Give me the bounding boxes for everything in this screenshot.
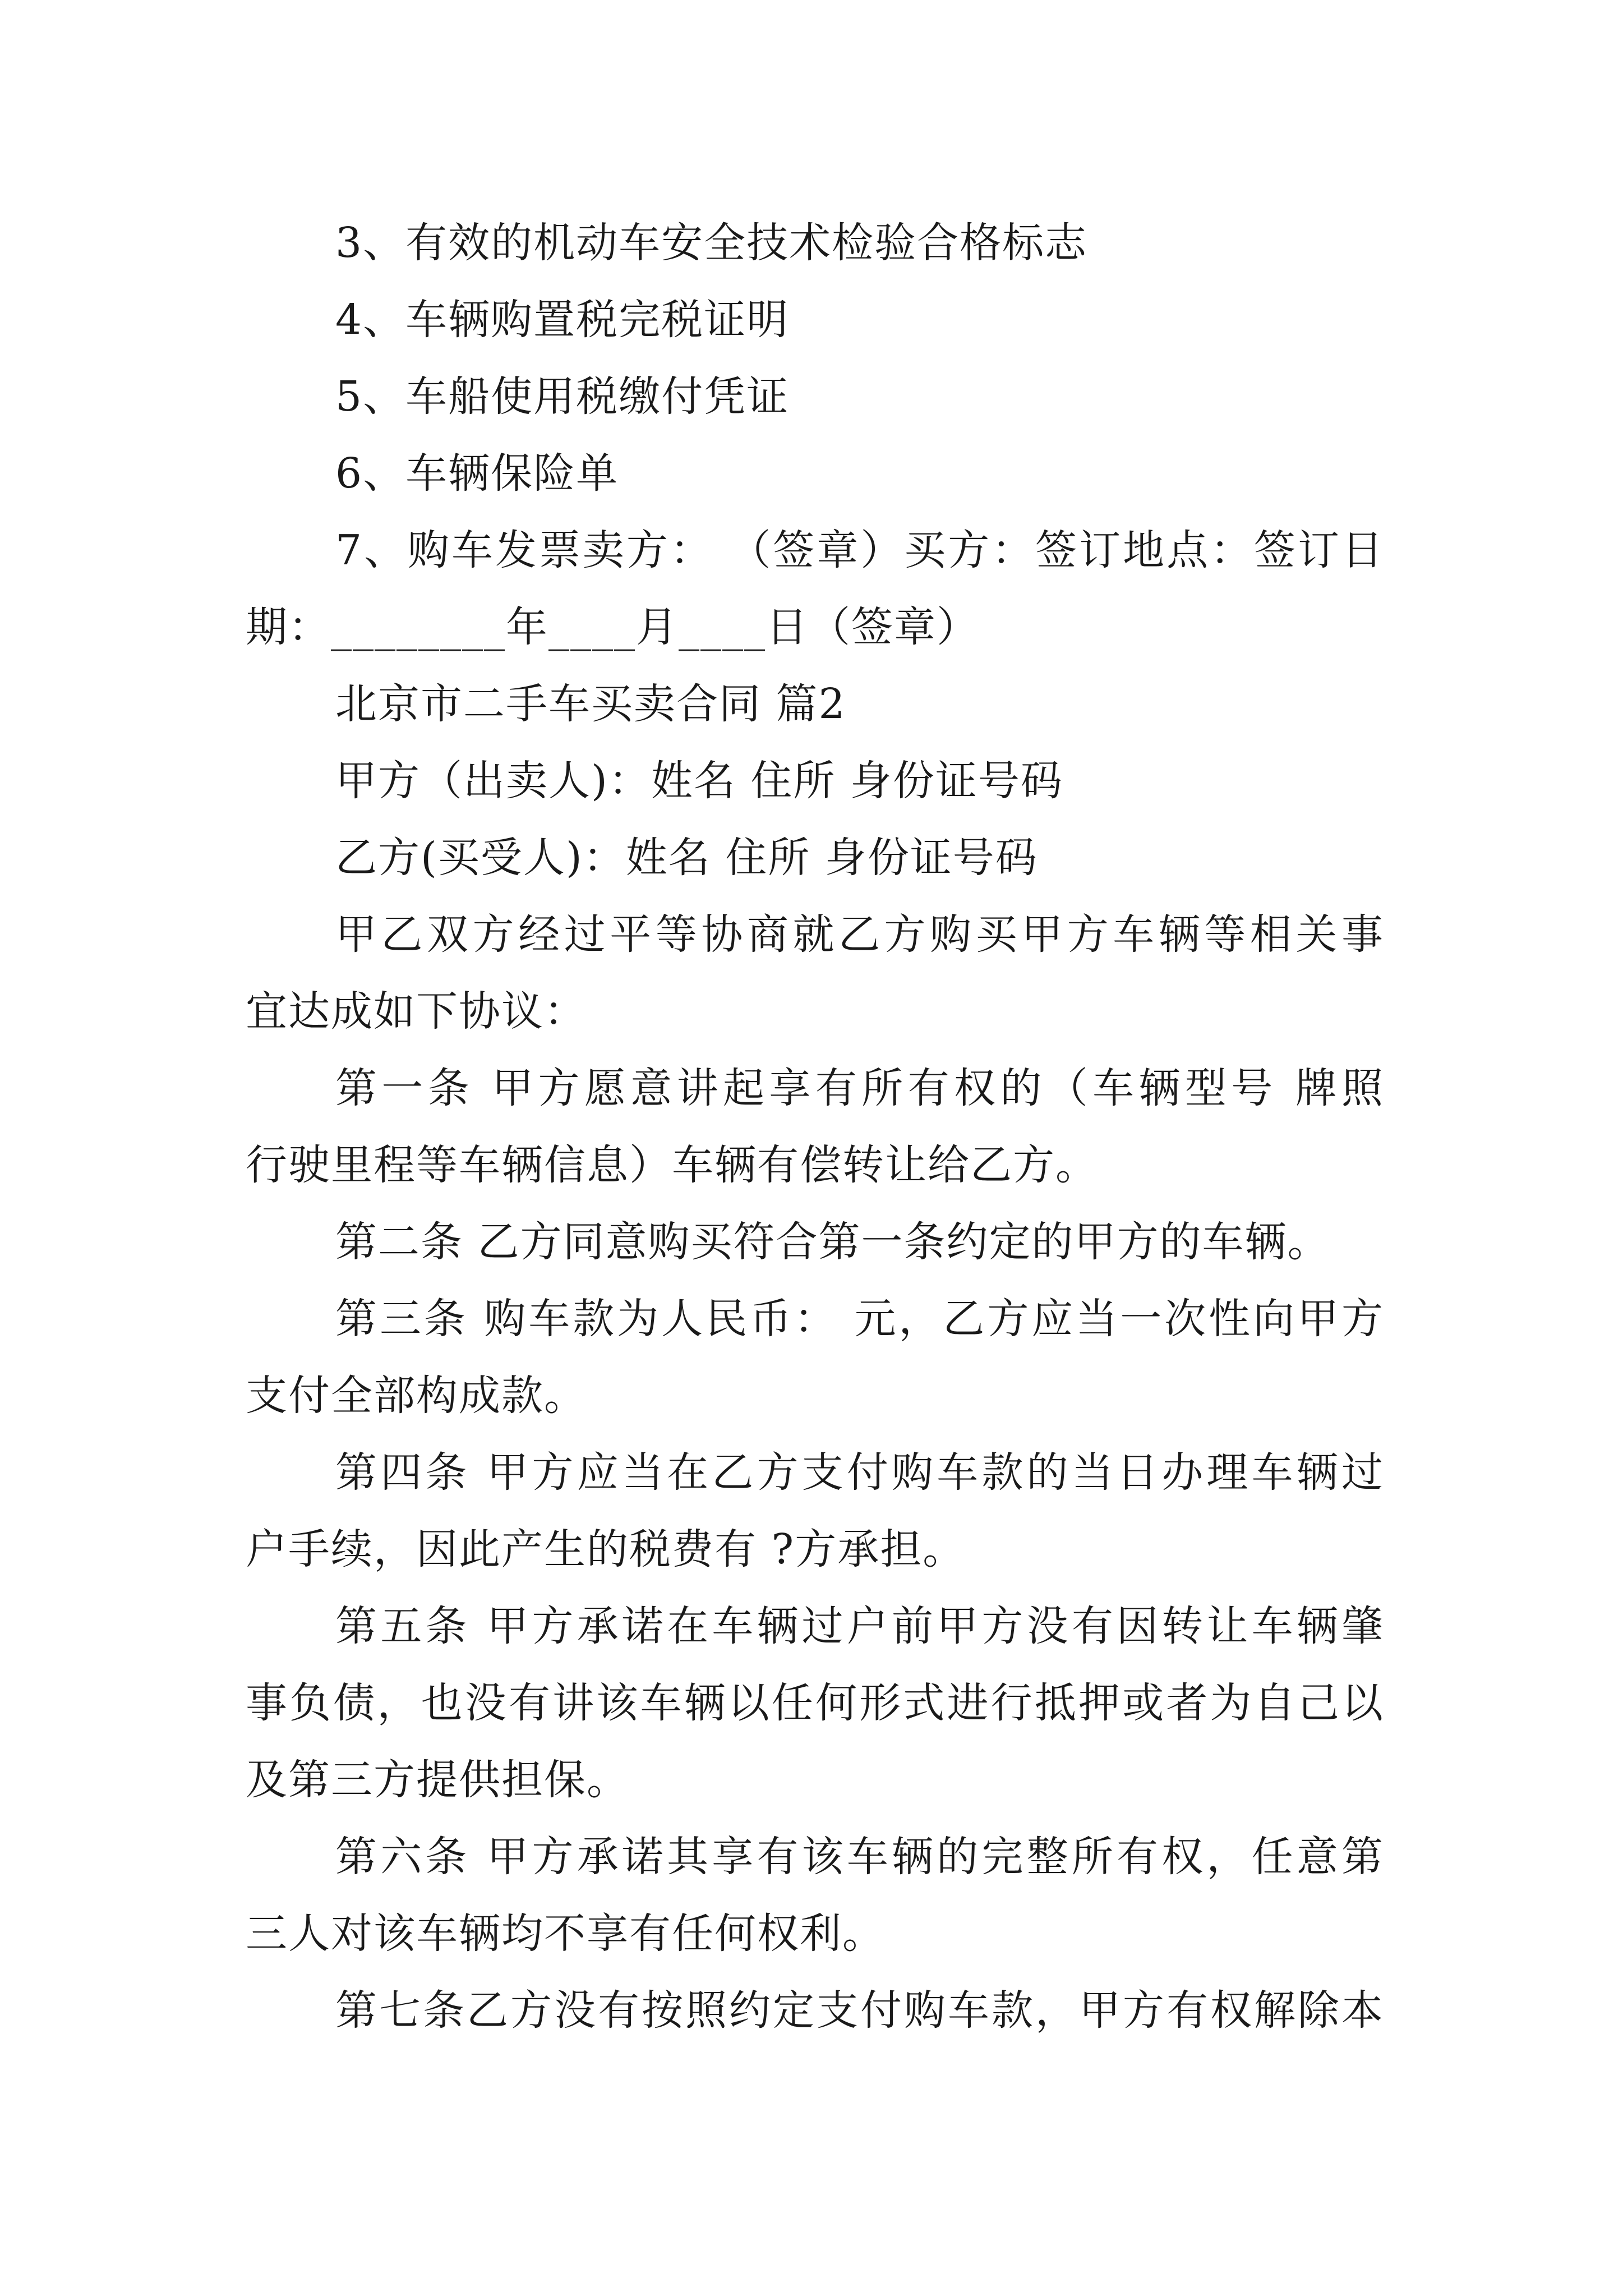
article-4-line-2: 户手续，因此产生的税费有 ?方承担。	[246, 1525, 966, 1573]
section-title: 北京市二手车买卖合同 篇2	[335, 680, 846, 728]
article-4-line-1: 第四条 甲方应当在乙方支付购车款的当日办理车辆过	[335, 1448, 1384, 1497]
article-5-line-2: 事负债，也没有讲该车辆以任何形式进行抵押或者为自己以	[246, 1679, 1384, 1727]
preamble-line-1: 甲乙双方经过平等协商就乙方购买甲方车辆等相关事	[335, 910, 1384, 959]
article-6-line-2: 三人对该车辆均不享有任何权利。	[246, 1910, 885, 1958]
article-7-line-1: 第七条乙方没有按照约定支付购车款，甲方有权解除本	[335, 1986, 1384, 2035]
list-item-7: 7、购车发票卖方： （签章）买方：签订地点：签订日	[335, 526, 1384, 574]
article-1-line-1: 第一条 甲方愿意讲起享有所有权的（车辆型号 牌照	[335, 1064, 1384, 1112]
party-a-line: 甲方（出卖人)：姓名 住所 身份证号码	[335, 757, 1063, 805]
article-3-line-2: 支付全部构成款。	[246, 1372, 587, 1420]
article-1-line-2: 行驶里程等车辆信息）车辆有偿转让给乙方。	[246, 1141, 1098, 1189]
party-b-line: 乙方(买受人)：姓名 住所 身份证号码	[335, 834, 1038, 882]
list-item-3: 3、有效的机动车安全技术检验合格标志	[335, 219, 1088, 267]
signature-date-line: 期：________年____月____日（签章）	[246, 603, 979, 651]
preamble-line-2: 宜达成如下协议：	[246, 987, 587, 1036]
article-5-line-3: 及第三方提供担保。	[246, 1756, 629, 1804]
article-5-line-1: 第五条 甲方承诺在车辆过户前甲方没有因转让车辆肇	[335, 1602, 1384, 1650]
list-item-4: 4、车辆购置税完税证明	[335, 296, 790, 344]
document-body	[246, 205, 1384, 2049]
list-item-6: 6、车辆保险单	[335, 449, 619, 498]
list-item-5: 5、车船使用税缴付凭证	[335, 372, 790, 421]
article-2-line-1: 第二条 乙方同意购买符合第一条约定的甲方的车辆。	[335, 1218, 1330, 1266]
article-3-line-1: 第三条 购车款为人民币： 元，乙方应当一次性向甲方	[335, 1295, 1384, 1343]
article-6-line-1: 第六条 甲方承诺其享有该车辆的完整所有权，任意第	[335, 1833, 1384, 1881]
